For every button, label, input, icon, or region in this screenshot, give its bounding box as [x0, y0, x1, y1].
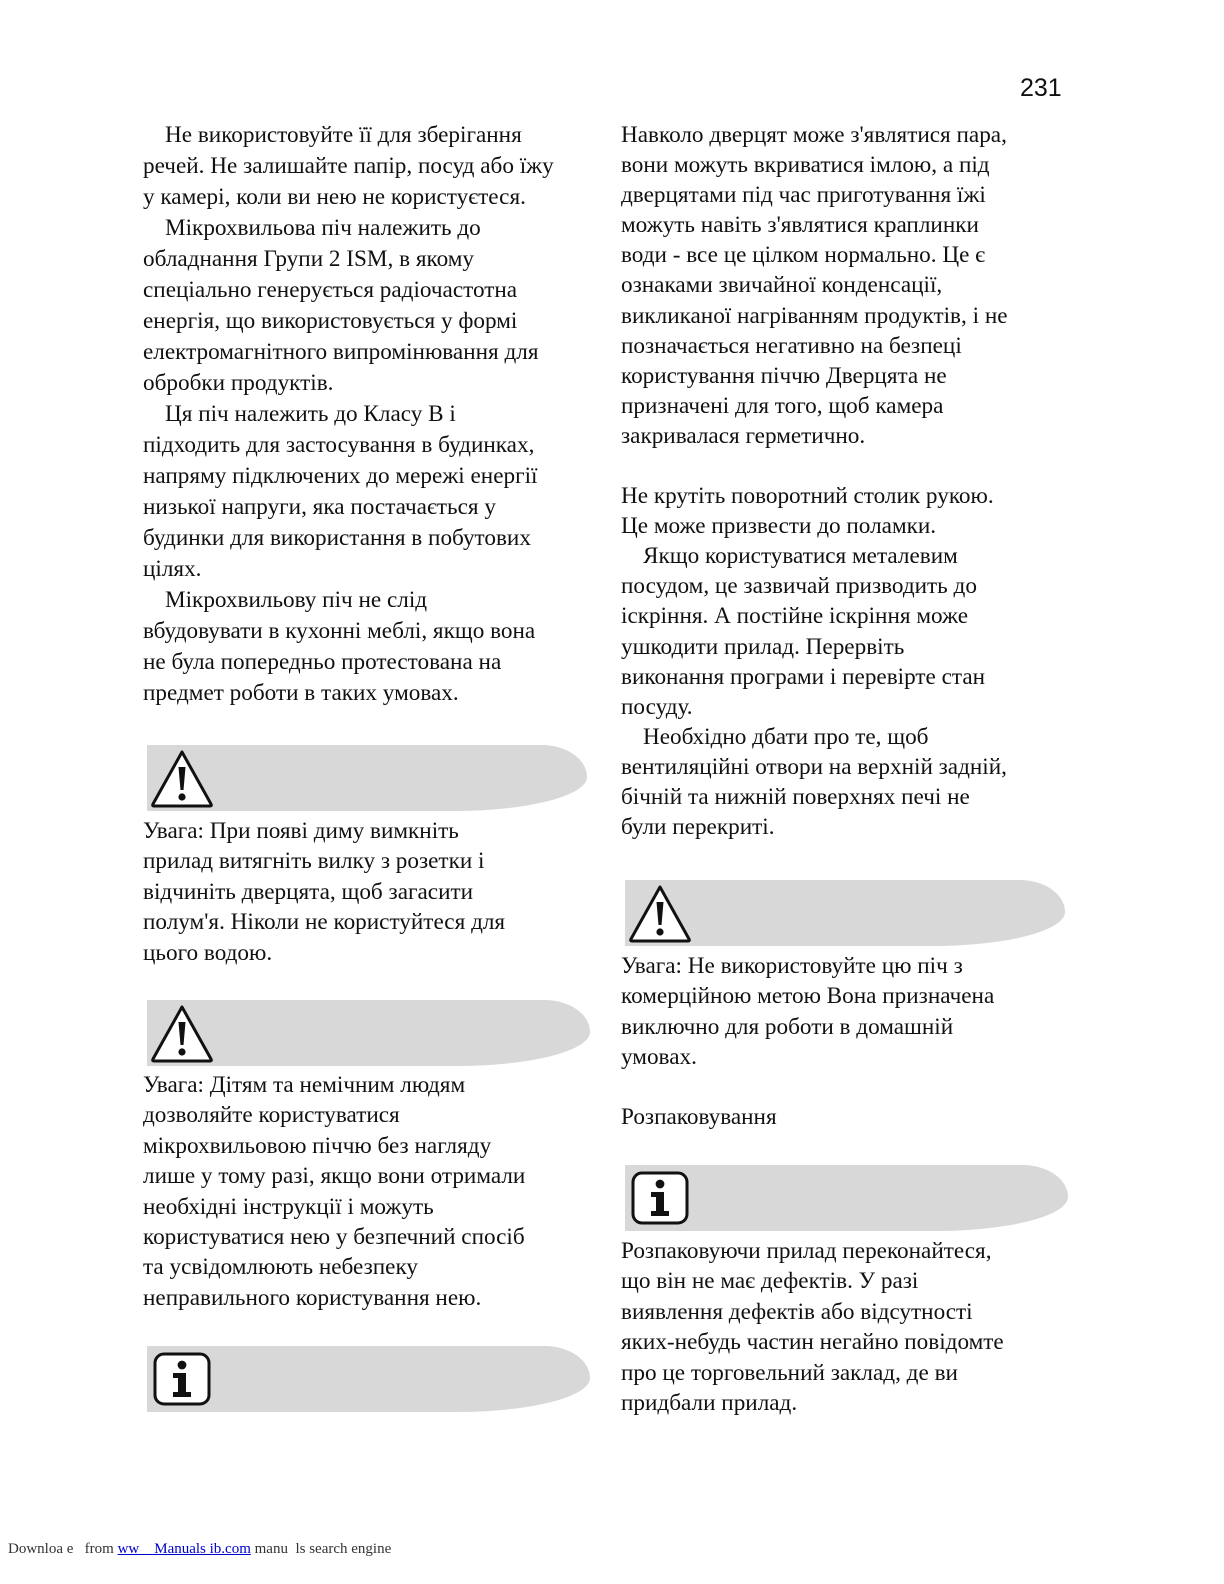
- paragraph-condensation: Навколо дверцят може з'являтися пара, вони можуть вкриватися імлою, а під дверцятами під час приготування їжі можуть навіть з'являтися краплинки води - все це цілком нормально. Це є ознаками звичайної конденсації, викликаної нагріванням продуктів, і не позначається негативно на безпеці користування піччю Дверцята не призначені для того, щоб камера закривалася герметично.: [621, 122, 1008, 449]
- info-banner-left: [147, 1346, 590, 1412]
- paragraph-metal-dishes: Якщо користуватися металевим посудом, це зазвичай призводить до іскріння. А постійне іскріння може ушкодити прилад. Перервіть виконання програми і перевірте стан посуду.: [621, 543, 986, 720]
- footer-prefix: Downloa e from: [8, 1541, 118, 1557]
- warning-text-smoke: Увага: При появі диму вимкніть прилад витягніть вилку з розетки і відчиніть дверцята, щоб загасити полум'я. Ніколи не користуйтеся для цього водою.: [143, 818, 506, 966]
- info-banner-right: [625, 1165, 1068, 1231]
- footer-suffix: manu ls search engine: [250, 1541, 392, 1557]
- info-icon: [631, 1171, 691, 1227]
- warning-triangle-icon: [149, 1002, 215, 1064]
- left-column-body: [143, 120, 598, 709]
- page-number: 231: [1020, 74, 1062, 102]
- warning-triangle-icon: [149, 747, 215, 809]
- warning-banner-children: [147, 1000, 590, 1066]
- info-icon: [153, 1352, 213, 1408]
- section-heading-unpacking: Розпаковування: [621, 1104, 777, 1130]
- warning-text-children: Увага: Дітям та немічним людям дозволяйте користуватися мікрохвильовою піччю без нагляду лише у тому разі, якщо вони отримали необхідні інструкції і можуть користуватися нею у безпечний спосіб та усвідомлюють небезпеку неправильного користування нею.: [143, 1072, 526, 1311]
- warning-banner-commercial: [625, 880, 1065, 946]
- footer-link[interactable]: ww Manuals ib.com: [117, 1541, 251, 1557]
- warning-banner-smoke: [147, 745, 587, 811]
- warning-text-commercial: Увага: Не використовуйте цю піч з комерційною метою Вона призначена виключно для роботи в домашній умовах.: [621, 953, 995, 1071]
- paragraph-ventilation: Необхідно дбати про те, щоб вентиляційні отвори на верхній задній, бічній та нижній поверхнях печі не були перекриті.: [621, 723, 1007, 841]
- paragraph-turntable: Не крутіть поворотний столик рукою. Це може призвести до поламки.: [621, 483, 994, 540]
- paragraph-class-b: Ця піч належить до Класу B і підходить для застосування в будинках, напряму підключених до мережі енергії низької напруги, яка постачається у будинки для використання в побутових цілях.: [143, 401, 538, 582]
- paragraph-storage: Не використовуйте її для зберігання речей. Не залишайте папір, посуд або їжу у камері, коли ви нею не користуєтеся.: [143, 122, 554, 210]
- paragraph-built-in: Мікрохвильову піч не слід вбудовувати в кухонні меблі, якщо вона не була попередньо протестована на предмет роботи в таких умовах.: [143, 587, 536, 706]
- info-text-unpacking: Розпаковуючи прилад переконайтеся, що він не має дефектів. У разі виявлення дефектів або відсутності яких-небудь частин негайно повідомте про це торговельний заклад, де ви придбали прилад.: [621, 1238, 1004, 1417]
- warning-triangle-icon: [627, 882, 693, 944]
- right-column-body: [621, 120, 1076, 842]
- footer-download-note: [8, 1541, 391, 1558]
- paragraph-ism-group: Мікрохвильова піч належить до обладнання Групи 2 ISM, в якому спеціально генерується радіочастотна енергія, що використовується у формі електромагнітного випромінювання для обробки продуктів.: [143, 215, 539, 396]
